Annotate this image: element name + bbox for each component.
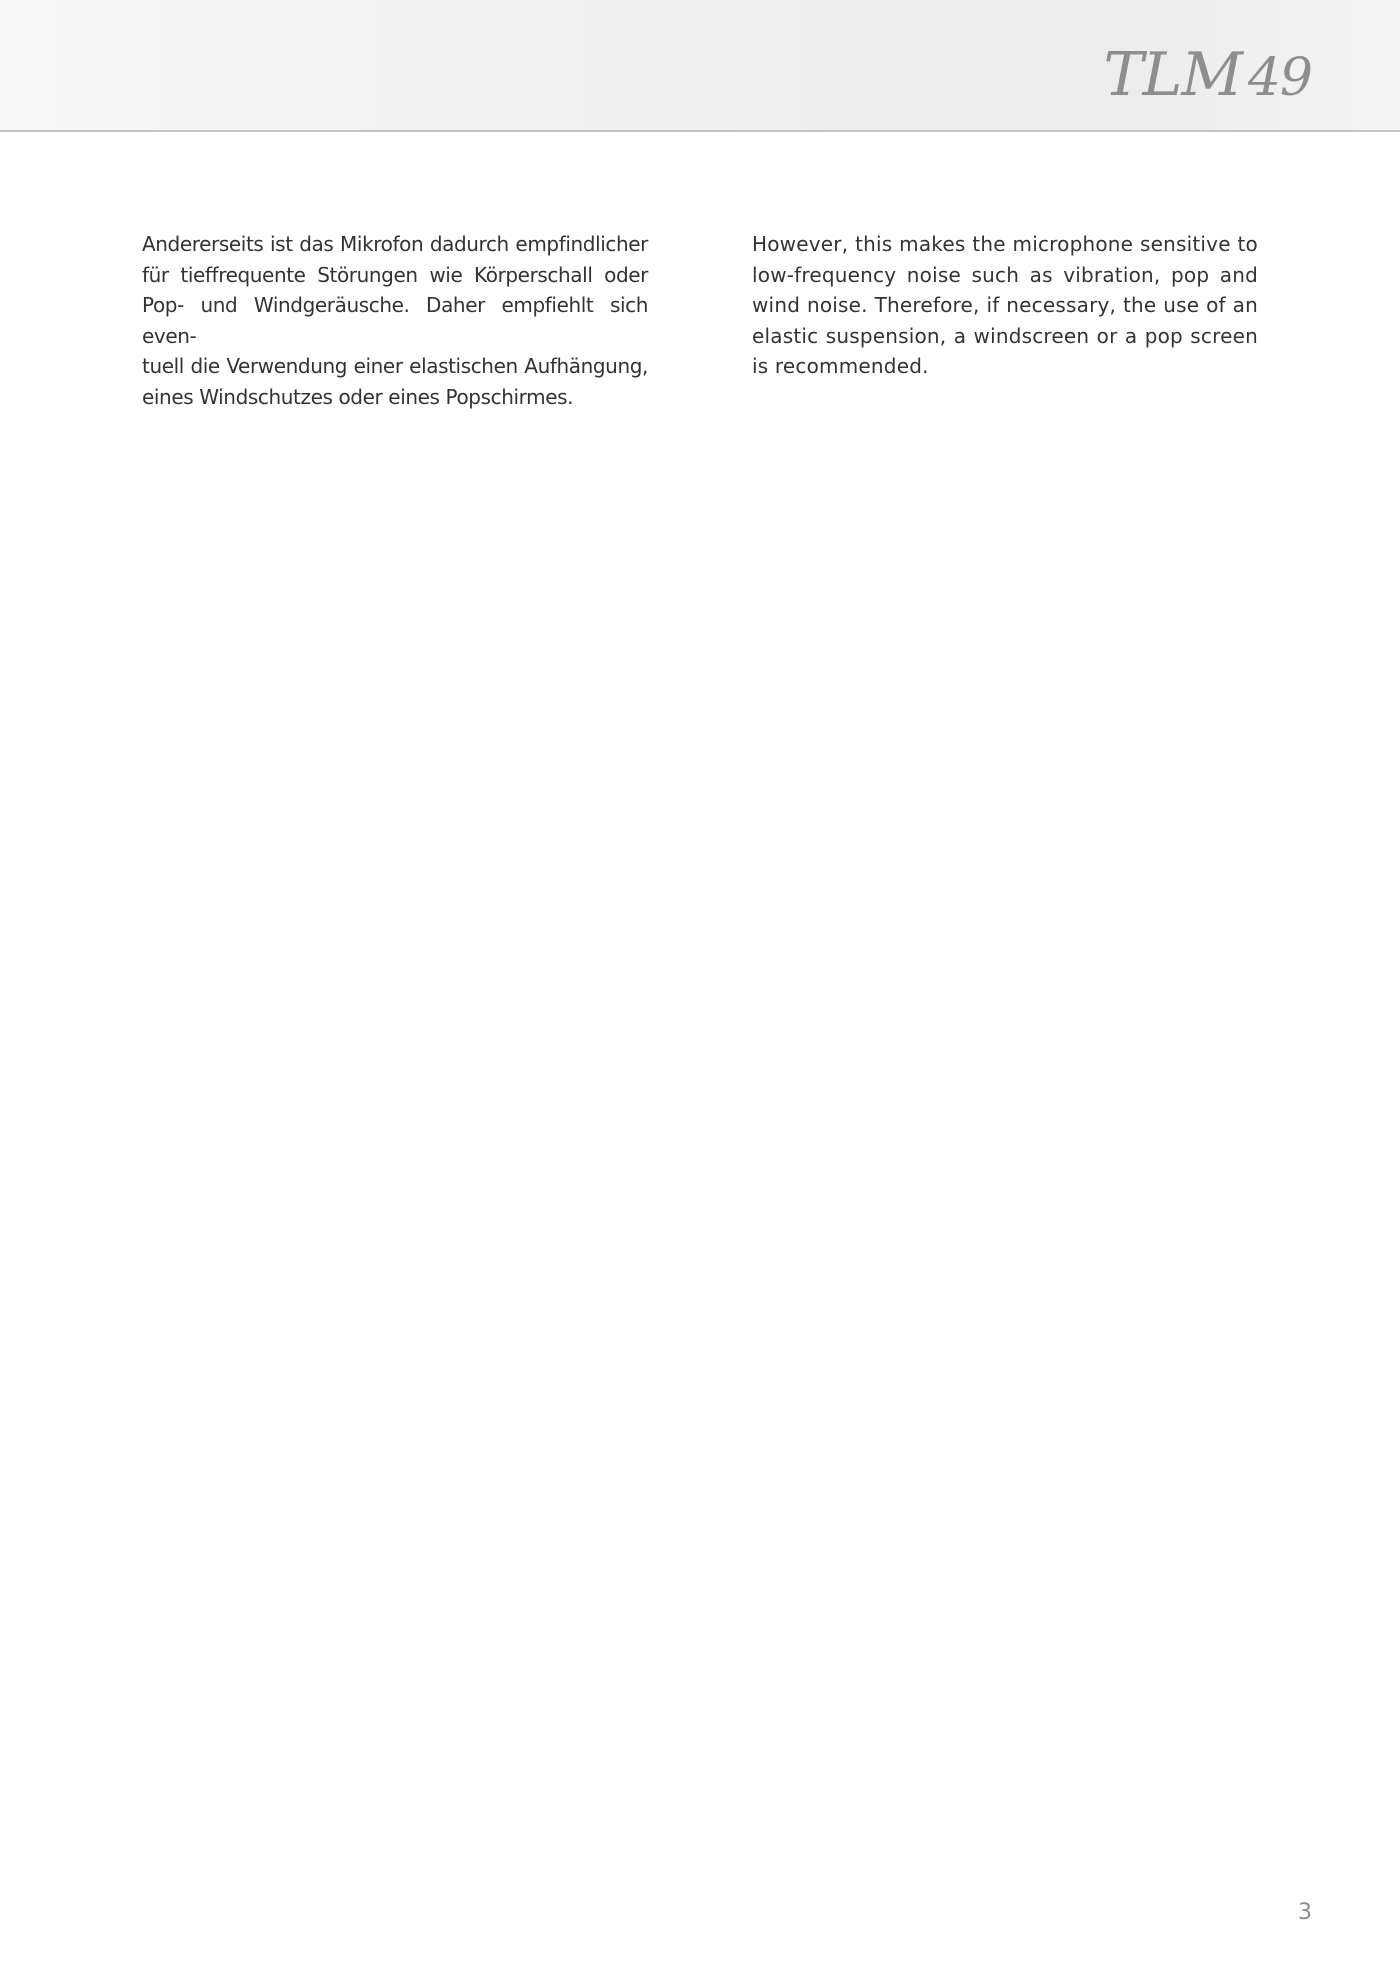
english-line: is recommended. [752,354,929,378]
english-line: However, this makes the microphone sensitive to [752,232,1258,256]
brand-letters: TLM [1103,40,1242,110]
german-line: Andererseits ist das Mikrofon dadurch empfindlicher [142,232,648,256]
brand-logo [1104,40,1312,113]
german-line: eines Windschutzes oder eines Popschirmes. [142,384,574,409]
english-line: elastic suspension, a windscreen or a pop screen [752,323,1258,348]
english-text-column [752,229,1258,382]
page-number: 3 [1298,1900,1312,1925]
english-line: low-frequency noise such as vibration, pop and [752,262,1258,287]
german-line: Pop- und Windgeräusche. Daher empfiehlt sich even- [142,293,648,348]
german-line: für tieffrequente Störungen wie Körperschall oder [142,262,648,287]
page-header [0,0,1400,132]
german-text-column [142,229,648,412]
english-line: wind noise. Therefore, if necessary, the use of an [752,293,1258,317]
brand-number: 49 [1247,48,1312,108]
german-line: tuell die Verwendung einer elastischen Aufhängung, [142,354,648,378]
